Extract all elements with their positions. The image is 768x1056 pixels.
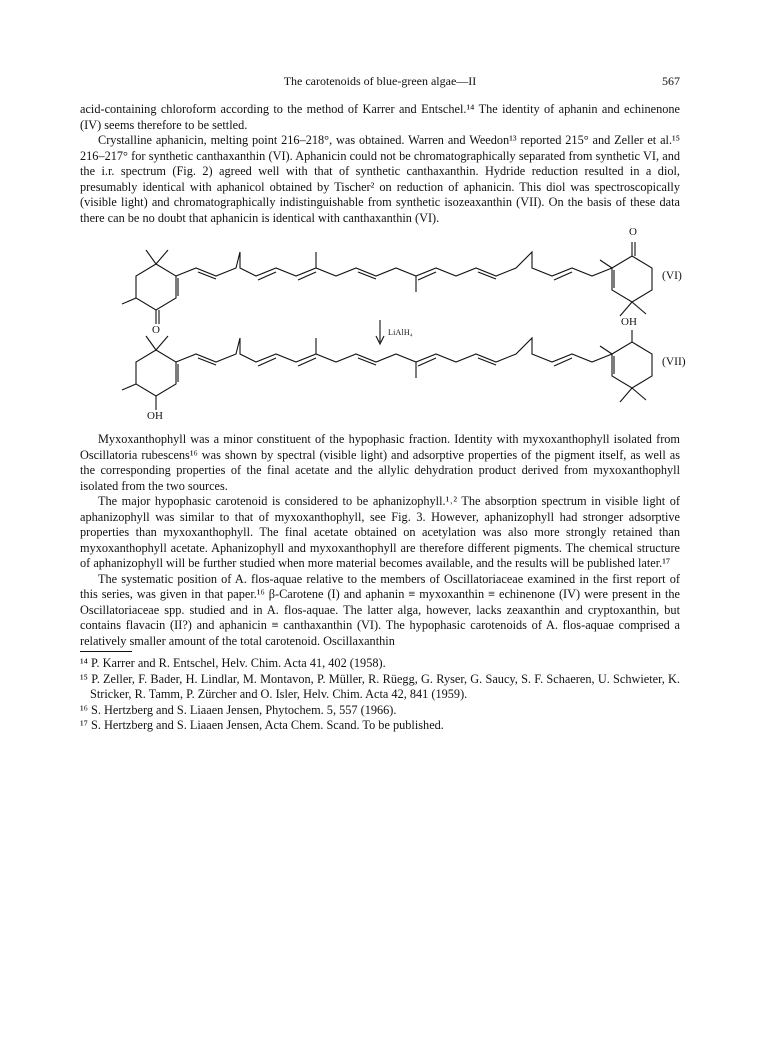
paragraph-1: acid-containing chloroform according to the method of Karrer and Entschel.¹⁴ The identity of aphanin and echinenone (IV) seems therefore to be settled. [80, 102, 680, 132]
body-top [80, 102, 680, 226]
reagent-label: LiAlH₄ [388, 328, 413, 337]
footnote-15: ¹⁵ P. Zeller, F. Bader, H. Lindlar, M. Montavon, P. Müller, R. Rüegg, G. Ryser, G. Saucy, S. F. Schaeren, U. Schwieter, K. Stricker, R. Tamm, P. Zürcher and O. Isler, Helv. Chim. Acta 42, 841 (1959). [80, 671, 680, 701]
compound-label-vi: (VI) [662, 270, 682, 282]
compound-label-vii: (VII) [662, 356, 686, 368]
paragraph-4: The major hypophasic carotenoid is considered to be aphanizophyll.¹˒² The absorption spectrum in visible light of aphanizophyll was similar to that of myxoxanthophyll, see Fig. 3. However, aphanizophyll had stronger adsorptive properties than myxoxanthophyll. The final acetate obtained on acetylation was also more strongly retained than myxoxanthophyll acetate. Aphanizophyll and myxoxanthophyll are therefore different pigments. The chemical structure of aphanizophyll will be further studied when more material becomes available, and the results will be published later.¹⁷ [80, 494, 680, 570]
paragraph-5: The systematic position of A. flos-aquae relative to the members of Oscillatoriaceae examined in the first report of this series, was given in that paper.¹⁶ β-Carotene (I) and aphanin ≡ myxoxanthin ≡ echinenone (IV) were present in the Oscillatoriaceae spp. studied and in A. flos-aquae. The latter alga, however, lacks zeaxanthin and cryptoxanthin, but contains flavacin (II?) and aphanicin ≡ canthaxanthin (VI). The hypophasic carotenoids of A. flos-aquae comprised a relatively smaller amount of the total carotenoid. Oscillaxanthin [80, 571, 680, 648]
body-bottom [80, 432, 680, 649]
atom-oh-right: OH [621, 316, 637, 328]
footnote-rule [80, 651, 132, 652]
carotenoid-structures-drawing [80, 232, 680, 422]
paragraph-2: Crystalline aphanicin, melting point 216–218°, was obtained. Warren and Weedon¹³ reported 215° and Zeller et al.¹⁵ 216–217° for synthetic canthaxanthin (VI). Aphanicin could not be chromatographically separated from synthetic VI, and the i.r. spectrum (Fig. 2) agreed well with that of synthetic canthaxanthin. Hydride reduction resulted in a diol, presumably identical with aphanicol obtained by Tischer² on reduction of aphanicin. This diol was spectroscopically (visible light) and chromatographically indistinguishable from synthetic isozeaxanthin (VII). On the basis of these data there can be no doubt that aphanicin is identical with canthaxanthin (VI). [80, 133, 680, 225]
running-header [80, 74, 680, 92]
footnote-14: ¹⁴ P. Karrer and R. Entschel, Helv. Chim. Acta 41, 402 (1958). [80, 656, 386, 670]
atom-o-bottom: O [152, 324, 160, 336]
running-title: The carotenoids of blue-green algae—II [283, 74, 477, 88]
page-number: 567 [662, 74, 680, 88]
atom-oh-left: OH [147, 410, 163, 422]
footnote-17: ¹⁷ S. Hertzberg and S. Liaaen Jensen, Acta Chem. Scand. To be published. [80, 718, 444, 732]
paragraph-3: Myxoxanthophyll was a minor constituent of the hypophasic fraction. Identity with myxoxanthophyll isolated from Oscillatoria rubescens¹⁶ was shown by spectral (visible light) and adsorptive properties of the pigment itself, as well as the corresponding properties of the final acetate and the allylic dehydration product derived from myxoxanthophyll isolated from the two sources. [80, 432, 680, 493]
atom-o-top: O [629, 226, 637, 238]
structure-figure [80, 226, 686, 422]
footnotes [80, 656, 680, 734]
page [80, 74, 686, 734]
footnote-16: ¹⁶ S. Hertzberg and S. Liaaen Jensen, Phytochem. 5, 557 (1966). [80, 702, 397, 717]
